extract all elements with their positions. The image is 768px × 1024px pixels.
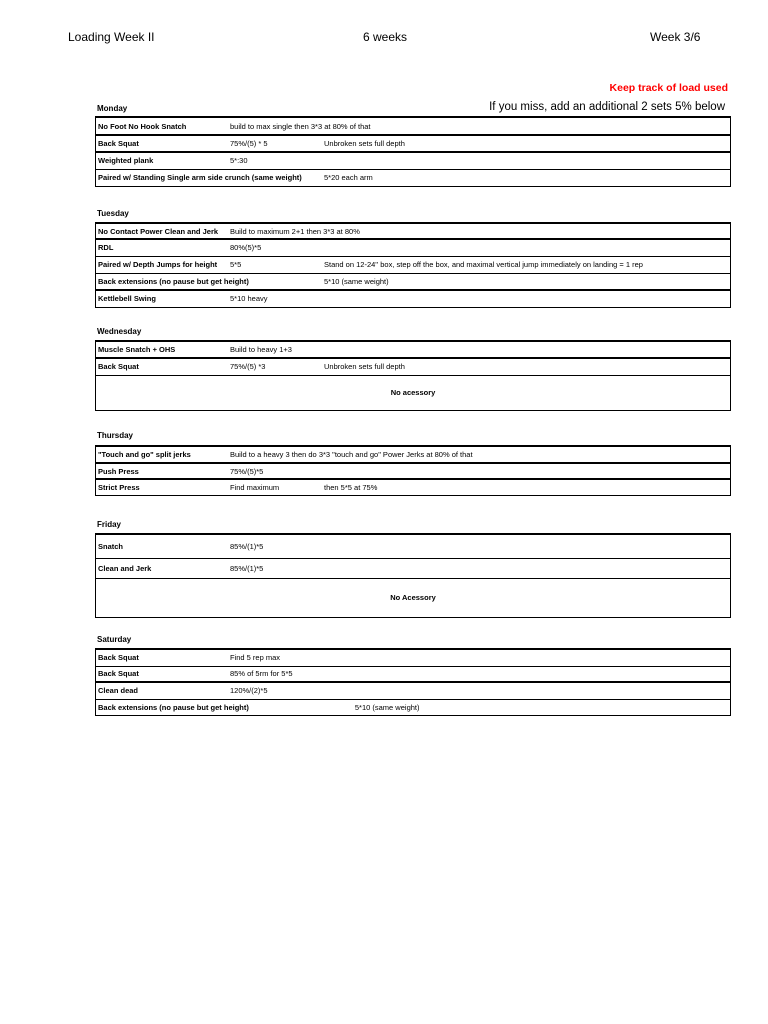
exercise-cell: Paired w/ Standing Single arm side crunch (same weight) <box>96 169 323 186</box>
exercise-cell: RDL <box>96 239 229 256</box>
table-row <box>96 682 731 699</box>
note-cell: Stand on 12-24'' box, step off the box, and maximal vertical jump immediately on landing = 1 rep <box>322 256 731 273</box>
note-cell: 5*10 (same weight) <box>322 273 731 290</box>
day-table-thursday <box>95 445 731 496</box>
header-title: Loading Week II <box>68 30 155 44</box>
miss-note: If you miss, add an additional 2 sets 5% below <box>489 101 725 113</box>
exercise-cell: Weighted plank <box>96 152 229 169</box>
day-label-friday: Friday <box>97 520 122 529</box>
table-row <box>96 117 731 135</box>
table-row <box>96 256 731 273</box>
note-cell: 5*20 each arm <box>322 169 731 186</box>
exercise-cell: Strict Press <box>96 479 229 495</box>
day-table-tuesday <box>95 222 731 308</box>
day-label-monday: Monday <box>97 104 128 113</box>
exercise-cell: Back Squat <box>96 666 229 682</box>
day-table-friday <box>95 533 731 618</box>
table-row <box>96 666 731 682</box>
table-row <box>96 375 731 410</box>
prescription-cell: 5*:30 <box>228 152 731 169</box>
exercise-cell: Muscle Snatch + OHS <box>96 341 229 358</box>
prescription-cell: 85% of 5rm for 5*5 <box>228 666 731 682</box>
header-week: Week 3/6 <box>650 30 701 44</box>
prescription-cell: 85%/(1)*5 <box>228 534 731 558</box>
header-duration: 6 weeks <box>363 30 408 44</box>
table-row <box>96 534 731 558</box>
table-row <box>96 152 731 169</box>
table-row <box>96 169 731 186</box>
prescription-cell: 5*10 heavy <box>228 290 731 307</box>
table-row <box>96 479 731 495</box>
no-accessory-note: No Acessory <box>96 578 731 617</box>
note-cell: 5*10 (same weight) <box>353 699 731 715</box>
exercise-cell: Kettlebell Swing <box>96 290 229 307</box>
day-label-saturday: Saturday <box>97 635 132 644</box>
exercise-cell: Back extensions (no pause but get height) <box>96 699 353 715</box>
exercise-cell: Clean and Jerk <box>96 558 229 578</box>
prescription-cell: 85%/(1)*5 <box>228 558 731 578</box>
prescription-cell: 5*5 <box>228 256 322 273</box>
table-row <box>96 341 731 358</box>
prescription-cell: Find 5 rep max <box>228 649 731 666</box>
exercise-cell: No Foot No Hook Snatch <box>96 117 229 135</box>
table-row <box>96 649 731 666</box>
table-row <box>96 273 731 290</box>
note-cell: Unbroken sets full depth <box>322 135 731 152</box>
day-label-tuesday: Tuesday <box>97 209 129 218</box>
table-row <box>96 223 731 239</box>
track-load-note: Keep track of load used <box>609 82 728 94</box>
day-label-thursday: Thursday <box>97 431 134 440</box>
exercise-cell: Back Squat <box>96 649 229 666</box>
exercise-cell: No Contact Power Clean and Jerk <box>96 223 229 239</box>
day-table-wednesday <box>95 340 731 411</box>
no-accessory-note: No acessory <box>96 375 731 410</box>
table-row <box>96 446 731 463</box>
exercise-cell: Snatch <box>96 534 229 558</box>
day-table-monday <box>95 116 731 187</box>
exercise-cell: Back extensions (no pause but get height) <box>96 273 323 290</box>
prescription-cell: Build to maximum 2+1 then 3*3 at 80% <box>228 223 731 239</box>
day-label-wednesday: Wednesday <box>97 327 142 336</box>
prescription-cell: 120%/(2)*5 <box>228 682 731 699</box>
table-row <box>96 699 731 715</box>
table-row <box>96 290 731 307</box>
table-row <box>96 358 731 375</box>
prescription-cell: build to max single then 3*3 at 80% of that <box>228 117 731 135</box>
exercise-cell: "Touch and go" split jerks <box>96 446 229 463</box>
table-row <box>96 578 731 617</box>
table-row <box>96 558 731 578</box>
table-row <box>96 239 731 256</box>
note-cell: Unbroken sets full depth <box>322 358 731 375</box>
note-cell: then 5*5 at 75% <box>322 479 731 495</box>
prescription-cell: Build to heavy 1+3 <box>228 341 731 358</box>
day-table-saturday <box>95 648 731 716</box>
exercise-cell: Push Press <box>96 463 229 479</box>
prescription-cell: Find maximum <box>228 479 322 495</box>
prescription-cell: 75%/(5) *3 <box>228 358 322 375</box>
prescription-cell: 75%/(5)*5 <box>228 463 731 479</box>
exercise-cell: Back Squat <box>96 358 229 375</box>
exercise-cell: Paired w/ Depth Jumps for height <box>96 256 229 273</box>
table-row <box>96 463 731 479</box>
prescription-cell: 80%(5)*5 <box>228 239 731 256</box>
prescription-cell: 75%/(5) * 5 <box>228 135 322 152</box>
exercise-cell: Back Squat <box>96 135 229 152</box>
exercise-cell: Clean dead <box>96 682 229 699</box>
table-row <box>96 135 731 152</box>
prescription-cell: Build to a heavy 3 then do 3*3 "touch and go" Power Jerks at 80% of that <box>228 446 731 463</box>
